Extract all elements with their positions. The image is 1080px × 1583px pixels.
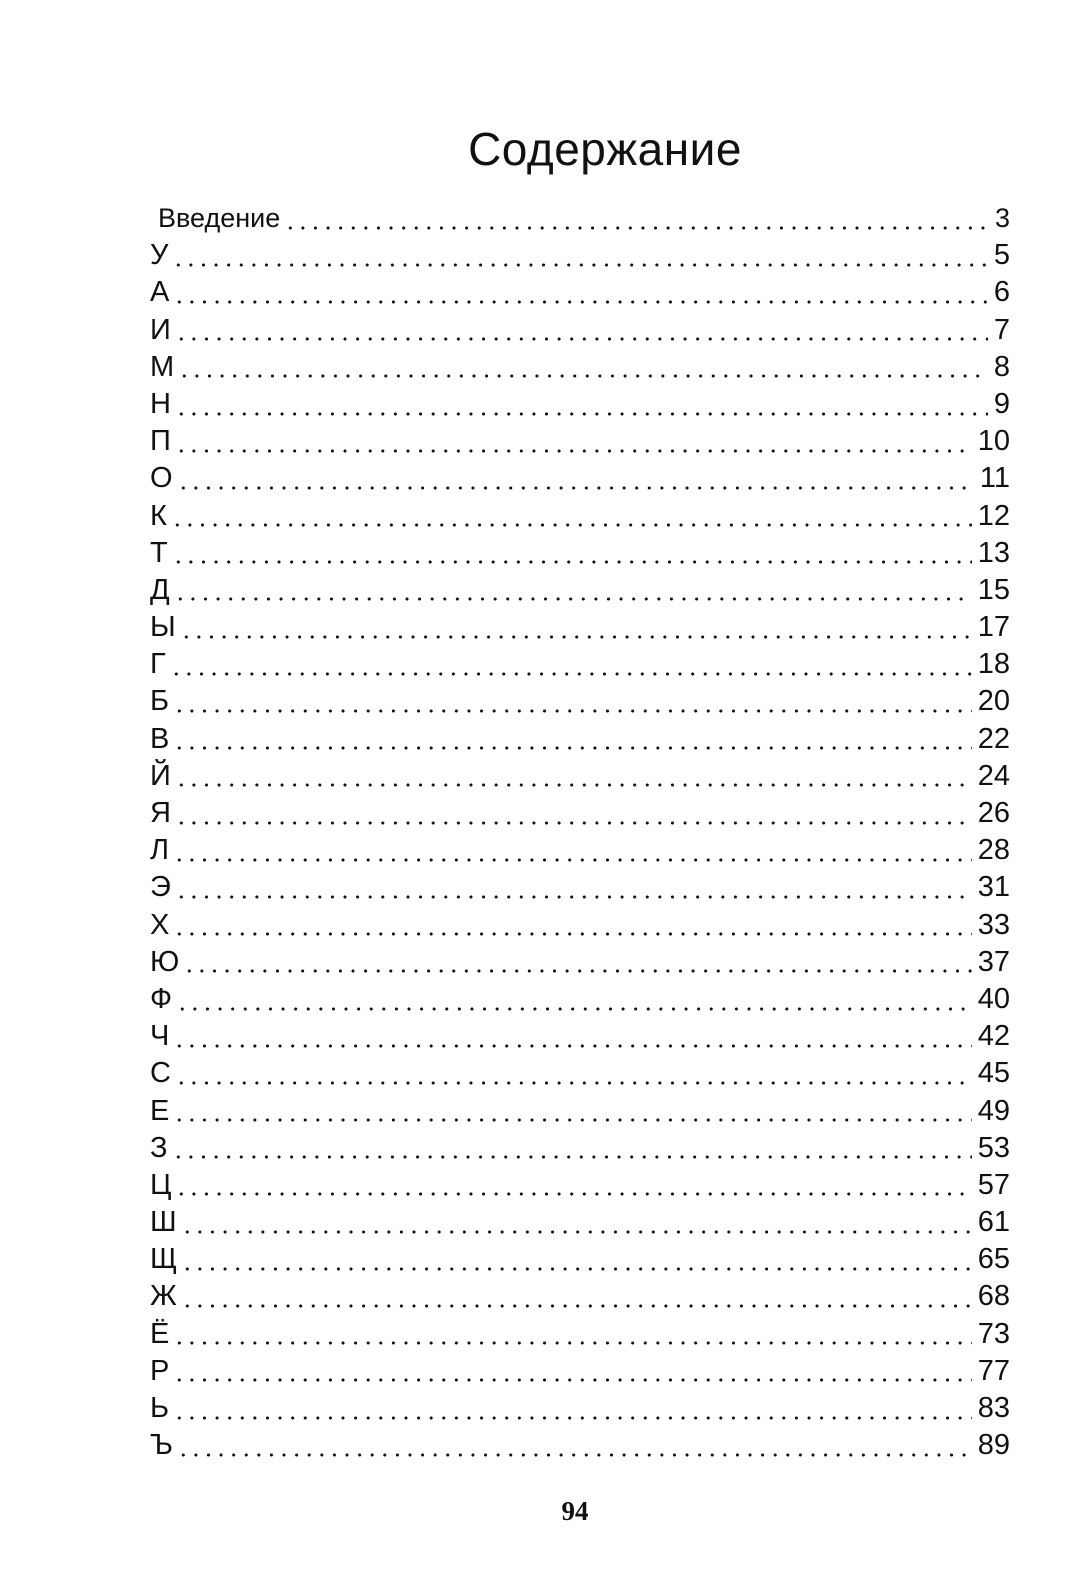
- toc-entry: [150, 349, 1010, 386]
- toc-entry: [150, 1204, 1010, 1241]
- toc-entry: [150, 981, 1010, 1018]
- toc-entry-label: Л: [150, 834, 170, 867]
- toc-entry-page: 7: [993, 313, 1010, 346]
- toc-entry: [150, 795, 1010, 832]
- dot-leader: [175, 337, 988, 341]
- dot-leader: [181, 1304, 972, 1308]
- toc-entry-page: 10: [977, 425, 1010, 458]
- toc-entry: [150, 572, 1010, 609]
- toc-entry: [150, 1427, 1010, 1464]
- dot-leader: [170, 672, 972, 676]
- toc-entry-page: 22: [977, 722, 1010, 755]
- toc-entry-label: Ь: [150, 1392, 170, 1424]
- toc-entry: [150, 758, 1010, 795]
- dot-leader: [177, 486, 974, 490]
- toc-entry-page: 26: [977, 797, 1010, 829]
- toc-entry-label: Е: [150, 1094, 170, 1127]
- toc-entry: [150, 1093, 1010, 1130]
- toc-entry: [150, 1278, 1010, 1315]
- dot-leader: [171, 523, 972, 527]
- toc-entry-label: Ы: [150, 611, 176, 644]
- toc-entry-label: Введение: [158, 203, 281, 233]
- toc-entry-page: 5: [993, 239, 1010, 272]
- dot-leader: [176, 1007, 972, 1011]
- toc-entry-label: М: [150, 350, 175, 383]
- dot-leader: [175, 412, 988, 416]
- toc-entry-page: 45: [977, 1057, 1010, 1090]
- page-title: Содержание: [468, 123, 742, 175]
- dot-leader: [177, 1453, 972, 1457]
- toc-entry: [150, 832, 1010, 869]
- dot-leader: [173, 1341, 971, 1345]
- toc-entry-page: 57: [977, 1168, 1010, 1201]
- toc-entry-label: З: [150, 1131, 168, 1164]
- toc-entry-label: Ч: [150, 1020, 170, 1053]
- toc-entry: [150, 1055, 1010, 1092]
- toc-entry: [150, 721, 1010, 758]
- toc-entry-label: В: [150, 722, 170, 755]
- toc-entry: [150, 869, 1010, 906]
- dot-leader: [175, 449, 972, 453]
- dot-leader: [175, 1081, 972, 1085]
- toc-entry-label: Ф: [150, 982, 173, 1015]
- toc-entry-page: 83: [977, 1392, 1010, 1424]
- toc-entry: [150, 386, 1010, 423]
- toc-entry-page: 31: [977, 871, 1010, 904]
- toc-entry-label: Б: [150, 685, 170, 718]
- toc-entry-page: 9: [993, 387, 1010, 420]
- dot-leader: [173, 858, 972, 862]
- dot-leader: [181, 1267, 972, 1271]
- toc-entry: [150, 423, 1010, 460]
- toc-entry-label: Г: [150, 648, 166, 681]
- toc-entry: [150, 609, 1010, 646]
- toc-entry-label: И: [150, 313, 171, 346]
- toc-entry: [150, 1130, 1010, 1167]
- toc-entry: [150, 498, 1010, 535]
- dot-leader: [172, 560, 972, 564]
- toc-entry-label: Н: [150, 387, 171, 420]
- toc-entry-label: Ю: [150, 945, 180, 978]
- toc-entry-page: 73: [977, 1317, 1010, 1350]
- toc-entry-page: 37: [977, 945, 1010, 978]
- toc-entry-label: Т: [150, 536, 168, 569]
- toc-entry-page: 49: [977, 1094, 1010, 1127]
- dot-leader: [173, 1378, 971, 1382]
- toc-entry-page: 8: [993, 350, 1010, 383]
- toc-entry-page: 77: [977, 1354, 1010, 1387]
- toc-entry-label: А: [150, 276, 170, 309]
- toc-entry: [150, 1018, 1010, 1055]
- dot-leader: [174, 597, 972, 601]
- dot-leader: [178, 374, 988, 378]
- dot-leader: [180, 635, 972, 639]
- dot-leader: [173, 1416, 972, 1420]
- dot-leader: [173, 932, 971, 936]
- toc-entry-label: Ц: [150, 1168, 172, 1201]
- toc-entry-label: У: [150, 239, 169, 272]
- toc-entry-page: 12: [977, 499, 1010, 532]
- toc-entry-label: Ъ: [150, 1429, 173, 1462]
- dot-leader: [175, 821, 972, 825]
- toc-entry-page: 17: [977, 611, 1010, 644]
- dot-leader: [173, 709, 972, 713]
- dot-leader: [175, 783, 972, 787]
- toc-entry: [150, 1241, 1010, 1278]
- page-number: 94: [561, 1496, 589, 1526]
- toc-entry: [150, 1390, 1010, 1427]
- dot-leader: [173, 300, 988, 304]
- toc-entry-label: Щ: [150, 1243, 178, 1276]
- dot-leader: [181, 1230, 972, 1234]
- toc-entry: [150, 535, 1010, 572]
- table-of-contents: [150, 200, 1010, 1464]
- toc-entry-label: К: [150, 499, 167, 532]
- toc-entry-page: 28: [977, 834, 1010, 867]
- toc-entry: [150, 646, 1010, 683]
- toc-entry-page: 33: [977, 908, 1010, 941]
- toc-entry-label: Ё: [150, 1317, 170, 1350]
- dot-leader: [284, 226, 989, 230]
- toc-entry-label: Х: [150, 908, 170, 941]
- toc-entry-page: 61: [977, 1206, 1010, 1239]
- toc-entry-page: 89: [977, 1429, 1010, 1462]
- toc-entry-label: Я: [150, 797, 171, 829]
- toc-entry-page: 24: [977, 759, 1010, 792]
- dot-leader: [173, 1044, 971, 1048]
- toc-entry-page: 3: [994, 203, 1010, 233]
- toc-entry: [150, 907, 1010, 944]
- toc-entry: [150, 1167, 1010, 1204]
- toc-entry-page: 53: [977, 1131, 1010, 1164]
- toc-entry-page: 18: [977, 648, 1010, 681]
- dot-leader: [173, 746, 971, 750]
- dot-leader: [175, 895, 972, 899]
- toc-entry-page: 68: [977, 1280, 1010, 1313]
- toc-entry-label: Ж: [150, 1280, 177, 1313]
- dot-leader: [173, 1118, 971, 1122]
- dot-leader: [172, 1155, 972, 1159]
- dot-leader: [175, 1192, 971, 1196]
- toc-entry-page: 42: [977, 1020, 1010, 1053]
- toc-entry: [150, 200, 1010, 237]
- toc-entry: [150, 312, 1010, 349]
- toc-entry: [150, 1316, 1010, 1353]
- toc-entry: [150, 944, 1010, 981]
- toc-entry-label: Э: [150, 871, 171, 904]
- dot-leader: [183, 969, 971, 973]
- toc-entry-label: С: [150, 1057, 171, 1090]
- toc-entry-page: 6: [993, 276, 1010, 309]
- toc-entry: [150, 683, 1010, 720]
- toc-entry-page: 11: [979, 462, 1010, 495]
- toc-entry: [150, 237, 1010, 274]
- toc-entry-page: 40: [977, 982, 1010, 1015]
- toc-entry-page: 13: [977, 536, 1010, 569]
- toc-entry-page: 65: [977, 1243, 1010, 1276]
- toc-entry: [150, 274, 1010, 311]
- toc-entry-label: Й: [150, 759, 171, 792]
- toc-entry-label: Р: [150, 1354, 170, 1387]
- toc-entry-label: О: [150, 462, 173, 495]
- toc-entry-page: 20: [977, 685, 1010, 718]
- toc-entry-page: 15: [977, 573, 1010, 606]
- toc-entry: [150, 1353, 1010, 1390]
- dot-leader: [172, 263, 987, 267]
- toc-entry-label: Д: [150, 573, 170, 606]
- toc-entry: [150, 460, 1010, 497]
- toc-entry-label: Ш: [150, 1206, 177, 1239]
- toc-entry-label: П: [150, 425, 171, 458]
